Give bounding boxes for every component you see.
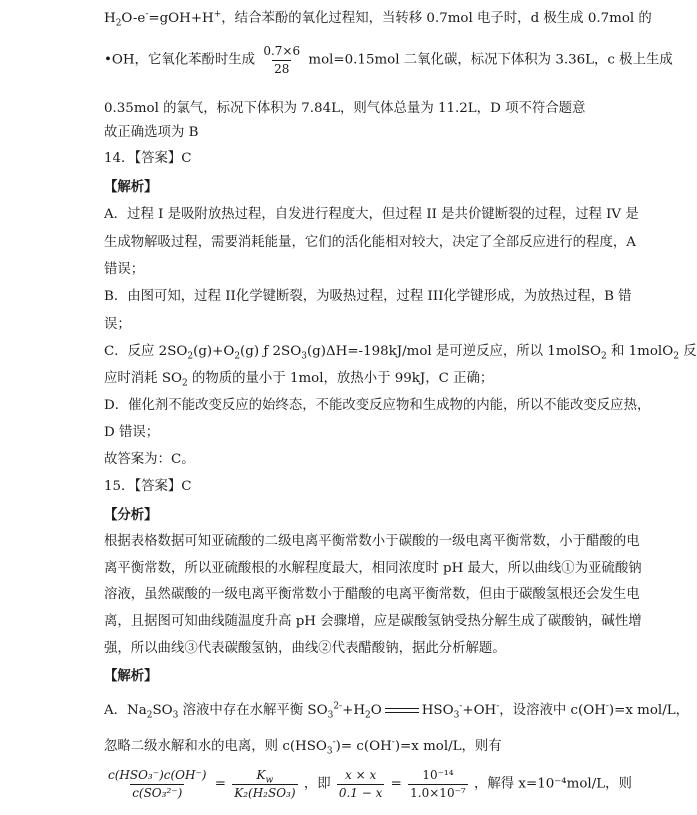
answer-14: 14．【答案】C (104, 151, 192, 166)
equals-sign: = (214, 776, 226, 792)
answer-15: 15．【答案】C (104, 479, 192, 494)
fraction-denominator: c(SO₃²⁻) (132, 786, 183, 800)
formula-part: O (370, 703, 382, 718)
text-line-25 (104, 702, 689, 720)
fraction-hydrolysis-ratio (106, 768, 208, 801)
subscript: 3 (453, 710, 460, 721)
subscript: 2 (115, 18, 122, 29)
formula-part: (g)ΔH=-198kJ/mol 是可逆反应，所以 1molSO (306, 344, 602, 359)
superscript: - (496, 701, 500, 712)
superscript: - (145, 9, 149, 20)
equals-sign: = (390, 776, 402, 792)
formula-part: +H (342, 703, 365, 718)
fraction-numerator: 10⁻¹⁴ (422, 768, 454, 782)
subscript: 2 (365, 710, 371, 721)
subscript: 3 (301, 351, 307, 362)
formula-part: 溶液中存在水解平衡 SO (178, 703, 328, 718)
equilibrium-arrow-icon (385, 706, 419, 716)
fraction-numeric (408, 768, 468, 801)
section-heading-explanation: 【解析】 (104, 668, 158, 684)
sentence: 反 (678, 344, 697, 359)
subscript: 2 (187, 351, 194, 362)
formula-h: H (104, 11, 116, 26)
text-line-15: D 错误； (104, 425, 160, 440)
text-line-26 (104, 738, 502, 756)
text-line-22: 离，且据图可知曲线随温度升高 pH 会骤增，应是碳酸氢钠受热分解生成了碳酸钠，碱性增 (104, 614, 642, 629)
sentence: mol=0.15mol 二氧化碳，标况下体积为 3.36L，c 极上生成 (308, 52, 673, 68)
subscript: 2 (673, 351, 679, 362)
text-line-20: 离平衡常数，所以亚硫酸根的水解程度最大，相同浓度时 pH 最大，所以曲线①为亚硫酸钠 (104, 561, 642, 576)
sentence: •OH，它氧化苯酚时生成 (104, 52, 256, 68)
sentence: 的物质的量小于 1mol，放热小于 99kJ，C 正确； (187, 371, 494, 386)
fraction-x-squared (337, 768, 385, 801)
formula-part: C．反应 2SO (104, 344, 188, 359)
sentence: ，即 (303, 776, 331, 792)
text-line-13 (104, 370, 493, 388)
fraction-denominator: 28 (274, 62, 290, 76)
fraction-numerator (255, 768, 276, 784)
superscript: 2- (333, 701, 343, 712)
fraction-numerator: 0.7×6 (263, 44, 301, 58)
superscript: - (391, 737, 395, 748)
subscript: 2 (181, 378, 188, 389)
fraction-numerator: x × x (345, 768, 377, 782)
text-line-14: D．催化剂不能改变反应的始终态，不能改变反应物和生成物的内能，所以不能改变反应热， (104, 398, 651, 413)
text-line-10: B．由图可知，过程 II化学键断裂，为吸热过程，过程 III化学键形成，为放热过程，B 错 (104, 289, 632, 304)
text-line-23: 强，所以曲线③代表碳酸氢钠，曲线②代表醋酸钠，据此分析解题。 (104, 641, 506, 656)
formula-part: HSO (421, 703, 454, 718)
sentence: )=x mol/L， (608, 703, 690, 718)
text-line-2 (104, 44, 673, 77)
section-heading-analysis: 【解析】 (104, 179, 158, 195)
sentence: ，结合苯酚的氧化过程知，当转移 0.7mol 电子时，d 极生成 0.7mol 的 (221, 11, 652, 26)
fraction (261, 44, 302, 77)
text-line-11: 误； (104, 317, 131, 332)
text-line-1 (104, 10, 652, 28)
superscript: - (605, 701, 609, 712)
sentence: ，解得 x=10⁻⁴mol/L，则 (474, 776, 632, 792)
text-line-7: A．过程 I 是吸附放热过程，自发进行程度大，但过程 II 是共价键断裂的过程，过程 IV 是 (104, 207, 639, 222)
text-line-12 (104, 343, 697, 361)
sentence: )=x mol/L，则有 (394, 739, 502, 754)
kw-symbol: K (256, 768, 266, 782)
text-line-21: 溶液，虽然碳酸的一级电离平衡常数小于醋酸的电离平衡常数，但由于碳酸氢根还会发生电 (104, 587, 640, 602)
formula-part: +OH (462, 703, 497, 718)
subscript: 2 (234, 351, 241, 362)
formula-part: A．Na (104, 703, 147, 718)
formula-part: 和 1molO (606, 344, 674, 359)
superscript: - (332, 737, 336, 748)
fraction-denominator: 1.0×10⁻⁷ (410, 786, 466, 800)
text-line-16: 故答案为：C。 (104, 452, 195, 467)
superscript: + (213, 9, 222, 20)
subscript: 3 (172, 710, 179, 721)
formula-part: SO (152, 703, 173, 718)
formula-part: (g)+O (193, 344, 235, 359)
fraction-denominator: 0.1 − x (338, 786, 383, 800)
formula-part: O-e (121, 11, 146, 26)
fraction-kw-over-k2 (232, 768, 297, 801)
subscript: 2 (146, 710, 153, 721)
sentence: 应时消耗 SO (104, 371, 182, 386)
text-line-9: 错误； (104, 262, 145, 277)
subscript: w (265, 775, 274, 786)
text-line-4: 故正确选项为 B (104, 125, 199, 140)
subscript: 3 (326, 746, 333, 757)
section-heading-analysis-2: 【分析】 (104, 507, 158, 523)
equation-line (104, 768, 632, 808)
fraction-denominator: K₂(H₂SO₃) (234, 786, 296, 800)
text-line-19: 根据表格数据可知亚硫酸的二级电离平衡常数小于碳酸的一级电离平衡常数，小于醋酸的电 (104, 534, 640, 549)
formula-part: =gOH+H (148, 11, 214, 26)
sentence: 忽略二级水解和水的电离，则 c(HSO (104, 739, 327, 754)
subscript: 2 (601, 351, 607, 362)
formula-part: (g) ƒ 2SO (240, 344, 302, 359)
sentence: ，设溶液中 c(OH (499, 703, 606, 718)
superscript: - (459, 701, 463, 712)
text-line-8: 生成物解吸过程，需要消耗能量，它们的活化能相对较大，决定了全部反应进行的程度，A (104, 235, 636, 250)
subscript: 3 (327, 710, 334, 721)
text-line-3: 0.35mol 的氯气，标况下体积为 7.84L，则气体总量为 11.2L，D 项不符合题意 (104, 101, 586, 116)
sentence: )= c(OH (335, 739, 392, 754)
fraction-numerator: c(HSO₃⁻)c(OH⁻) (108, 768, 207, 782)
